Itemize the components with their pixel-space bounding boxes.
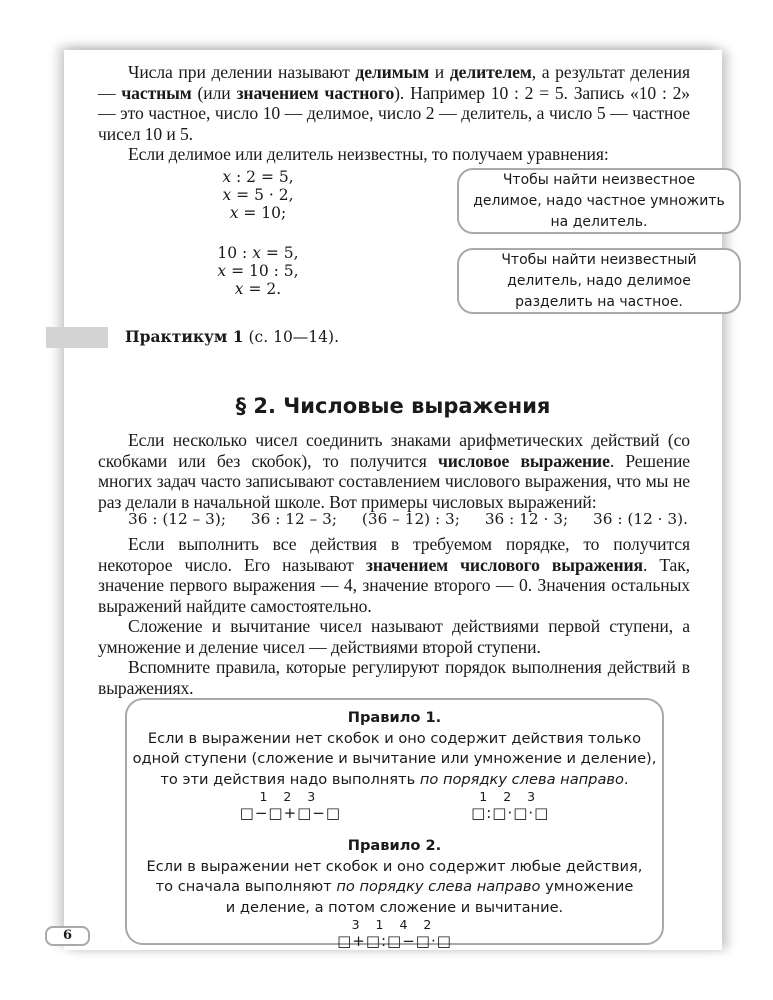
expression-value-paragraph bbox=[98, 534, 690, 616]
callout-unknown-divisor bbox=[457, 248, 741, 314]
rule2-line bbox=[127, 877, 662, 898]
practicum-label: Практикум 1 bbox=[125, 327, 244, 346]
text-run: Если выполнить все действия в требуемом порядке, то получится некоторое число. Его называют bbox=[98, 534, 690, 575]
term-bold: делителем bbox=[449, 62, 532, 82]
rule1-text bbox=[127, 729, 662, 791]
text-run: (или bbox=[191, 82, 237, 103]
equations-divisor bbox=[178, 244, 338, 298]
text-run: . Решение многих задач часто записывают составлением числового выражения, что мы не раз делали в начальной школе. Вот примеры числовых выражений: bbox=[98, 450, 691, 512]
rule1-title: Правило 1. bbox=[347, 709, 442, 726]
rule2-scheme bbox=[337, 918, 452, 950]
text-run: Числа при делении называют bbox=[128, 62, 356, 82]
equation-line: x = 5 · 2, bbox=[222, 186, 294, 204]
text-run: Если несколько чисел соединить знаками арифметических действий (со скобками или без скобок), то получится bbox=[98, 430, 690, 471]
text-run: . Так, значение первого выражения — 4, значение второго — 0. Значения остальных выражений найдите самостоятельно. bbox=[98, 554, 690, 616]
recall-rules-paragraph: Вспомните правила, которые регулируют порядок выполнения действий в выражениях. bbox=[98, 657, 690, 698]
term-bold: значением числового выражения bbox=[365, 554, 643, 575]
text-run: и bbox=[429, 62, 450, 82]
expression-example: 36 : 12 · 3; bbox=[484, 510, 569, 528]
operation-pattern: □−□+□−□ bbox=[239, 804, 342, 822]
text-run: , а результат деления — bbox=[98, 62, 690, 103]
practicum-reference bbox=[125, 327, 339, 346]
term-bold: значением частного bbox=[236, 82, 395, 103]
expression-example: 36 : (12 – 3); bbox=[128, 510, 227, 528]
rule1-scheme-multiplication bbox=[471, 790, 549, 822]
callout-text: Чтобы найти неизвестный делитель, надо делимое разделить на частное. bbox=[501, 251, 697, 310]
rule2-title: Правило 2. bbox=[347, 837, 442, 854]
rule1-line: Если в выражении нет скобок и оно содержит действия только bbox=[147, 729, 642, 747]
rule2-line: Если в выражении нет скобок и оно содержит любые действия, bbox=[146, 857, 643, 875]
operation-pattern: □:□·□·□ bbox=[471, 804, 550, 822]
page-number: 6 bbox=[45, 926, 90, 946]
rule2-line: и деление, а потом сложение и вычитание. bbox=[225, 898, 564, 916]
operation-order-numbers: 1 2 3 bbox=[479, 789, 542, 804]
rules-box bbox=[125, 698, 664, 950]
operation-levels-paragraph: Сложение и вычитание чисел называют действиями первой ступени, а умножение и деление чисел — действиями второй ступени. bbox=[98, 616, 690, 657]
equations-dividend bbox=[178, 168, 338, 222]
term-bold: числовое выражение bbox=[437, 450, 610, 471]
rule1-emphasis: по порядку слева направо bbox=[419, 770, 624, 788]
term-bold: частным bbox=[121, 82, 192, 103]
operation-order-numbers: 1 2 3 bbox=[259, 789, 322, 804]
rule2-text-part: то сначала выполняют bbox=[155, 878, 337, 895]
unknown-equations-paragraph: Если делимое или делитель неизвестны, то получаем уравнения: bbox=[128, 144, 609, 164]
rule1-text-part: то эти действия надо выполнять bbox=[160, 770, 420, 788]
equation-line: x : 2 = 5, bbox=[222, 168, 294, 186]
equation-line: x = 10 : 5, bbox=[217, 262, 299, 280]
expression-example: 36 : (12 · 3). bbox=[593, 510, 688, 528]
practicum-pages: (с. 10—14). bbox=[243, 328, 340, 346]
rule1-scheme-addition bbox=[240, 790, 341, 822]
expression-example: (36 – 12) : 3; bbox=[361, 510, 460, 528]
operation-pattern: □+□:□−□·□ bbox=[337, 932, 452, 950]
rule2-text-part: умножение bbox=[540, 878, 634, 895]
rule2-schemes bbox=[127, 918, 662, 950]
expression-examples bbox=[128, 510, 688, 528]
callout-text: Чтобы найти неизвестное делимое, надо частное умножить на делитель. bbox=[473, 171, 725, 230]
rule1-line: одной ступени (сложение и вычитание или умножение и деление), bbox=[132, 750, 657, 767]
term-bold: делимым bbox=[355, 62, 430, 82]
equation-line: x = 10; bbox=[229, 204, 287, 222]
callout-unknown-dividend bbox=[457, 168, 741, 234]
numeric-expression-paragraph bbox=[98, 430, 690, 512]
rule1-line bbox=[127, 770, 662, 791]
equation-line: x = 2. bbox=[234, 280, 282, 298]
rule1-schemes bbox=[127, 790, 662, 822]
section-title: § 2. Числовые выражения bbox=[235, 394, 551, 418]
rule2-emphasis: по порядку слева направо bbox=[336, 878, 541, 895]
intro-paragraph bbox=[98, 62, 690, 144]
equation-line: 10 : x = 5, bbox=[217, 244, 299, 262]
operation-order-numbers: 3 1 4 2 bbox=[351, 917, 438, 932]
rule2-text bbox=[127, 857, 662, 919]
text-run: ). Например 10 : 2 = 5. Запись «10 : 2» — это частное, число 10 — делимое, число 2 — делитель, а число 5 — частное чисел 10 и 5. bbox=[98, 82, 690, 144]
practicum-marker bbox=[46, 327, 108, 348]
expression-example: 36 : 12 – 3; bbox=[250, 510, 337, 528]
rule1-text-part: . bbox=[623, 770, 629, 788]
